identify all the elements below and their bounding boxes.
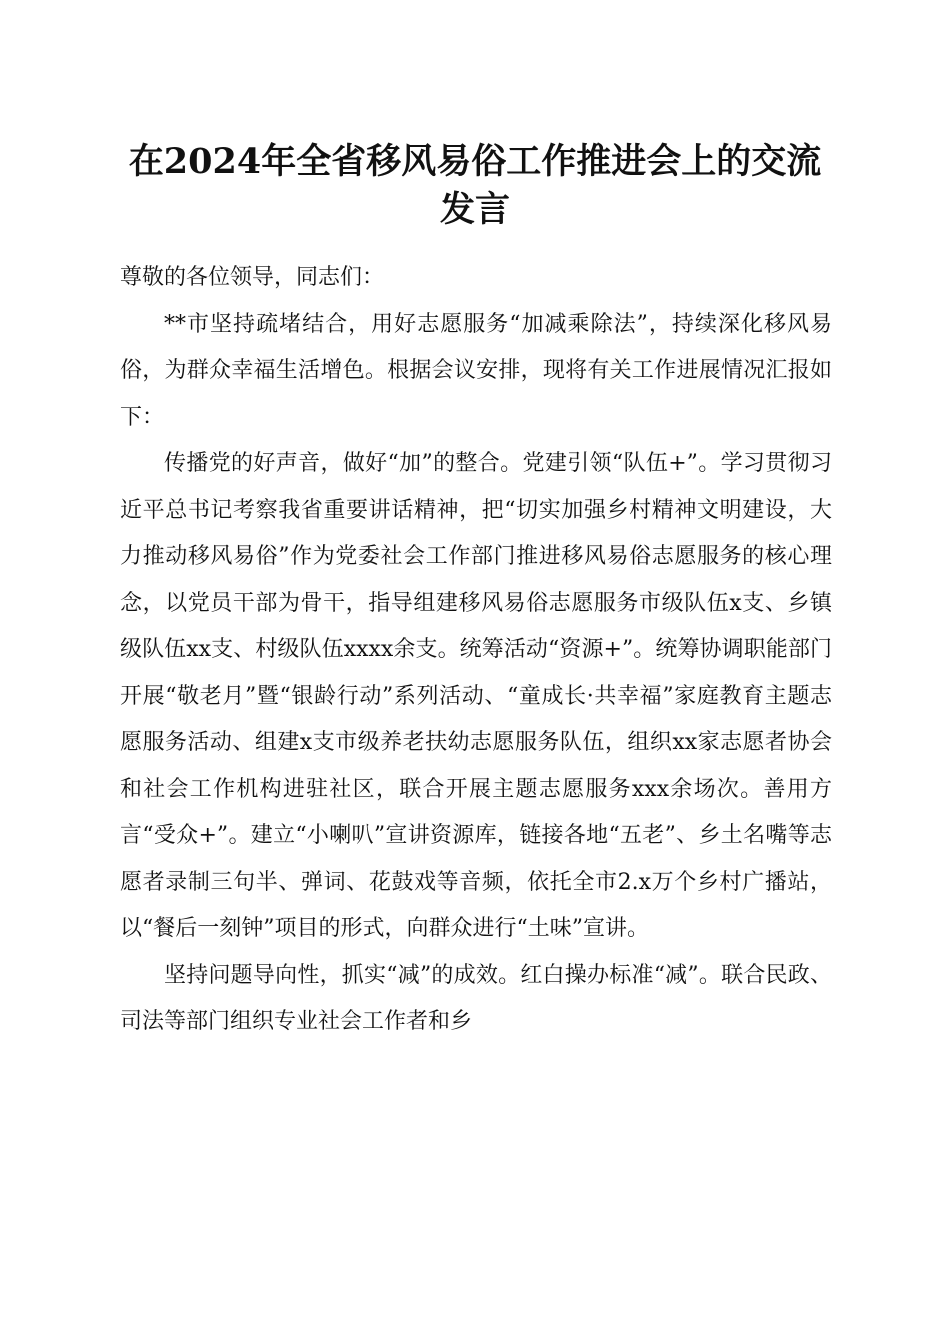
paragraph-intro: **市坚持疏堵结合，用好志愿服务“加减乘除法”，持续深化移风易俗，为群众幸福生活增色。根据会议安排，现将有关工作进展情况汇报如下： — [120, 311, 832, 430]
salutation: 尊敬的各位领导，同志们： — [120, 265, 385, 290]
title-line-2: 发言 — [439, 189, 510, 230]
paragraph-addition: 传播党的好声音，做好“加”的整合。党建引领“队伍+”。学习贯彻习近平总书记考察我省重要讲话精神，把“切实加强乡村精神文明建设，大力推动移风易俗”作为党委社会工作部门推进移风易俗志愿服务的核心理念，以党员干部为骨干，指导组建移风易俗志愿服务市级队伍x支、乡镇级队伍xx支、村级队伍xxxx余支。统筹活动“资源+”。统筹协调职能部门开展“敬老月”暨“银龄行动”系列活动、“童成长·共幸福”家庭教育主题志愿服务活动、组建x支市级养老扶幼志愿服务队伍，组织xx家志愿者协会和社会工作机构进驻社区，联合开展主题志愿服务xxx余场次。善用方言“受众+”。建立“小喇叭”宣讲资源库，链接各地“五老”、乡土名嘴等志愿者录制三句半、弹词、花鼓戏等音频，依托全市2.x万个乡村广播站，以“餐后一刻钟”项目的形式，向群众进行“土味”宣讲。 — [120, 451, 832, 941]
paragraph-subtraction: 坚持问题导向性，抓实“减”的成效。红白操办标准“减”。联合民政、司法等部门组织专业社会工作者和乡 — [120, 962, 832, 1034]
document-body — [120, 255, 832, 1046]
document-title — [115, 138, 835, 234]
title-line-1: 在2024年全省移风易俗工作推进会上的交流 — [128, 141, 822, 182]
